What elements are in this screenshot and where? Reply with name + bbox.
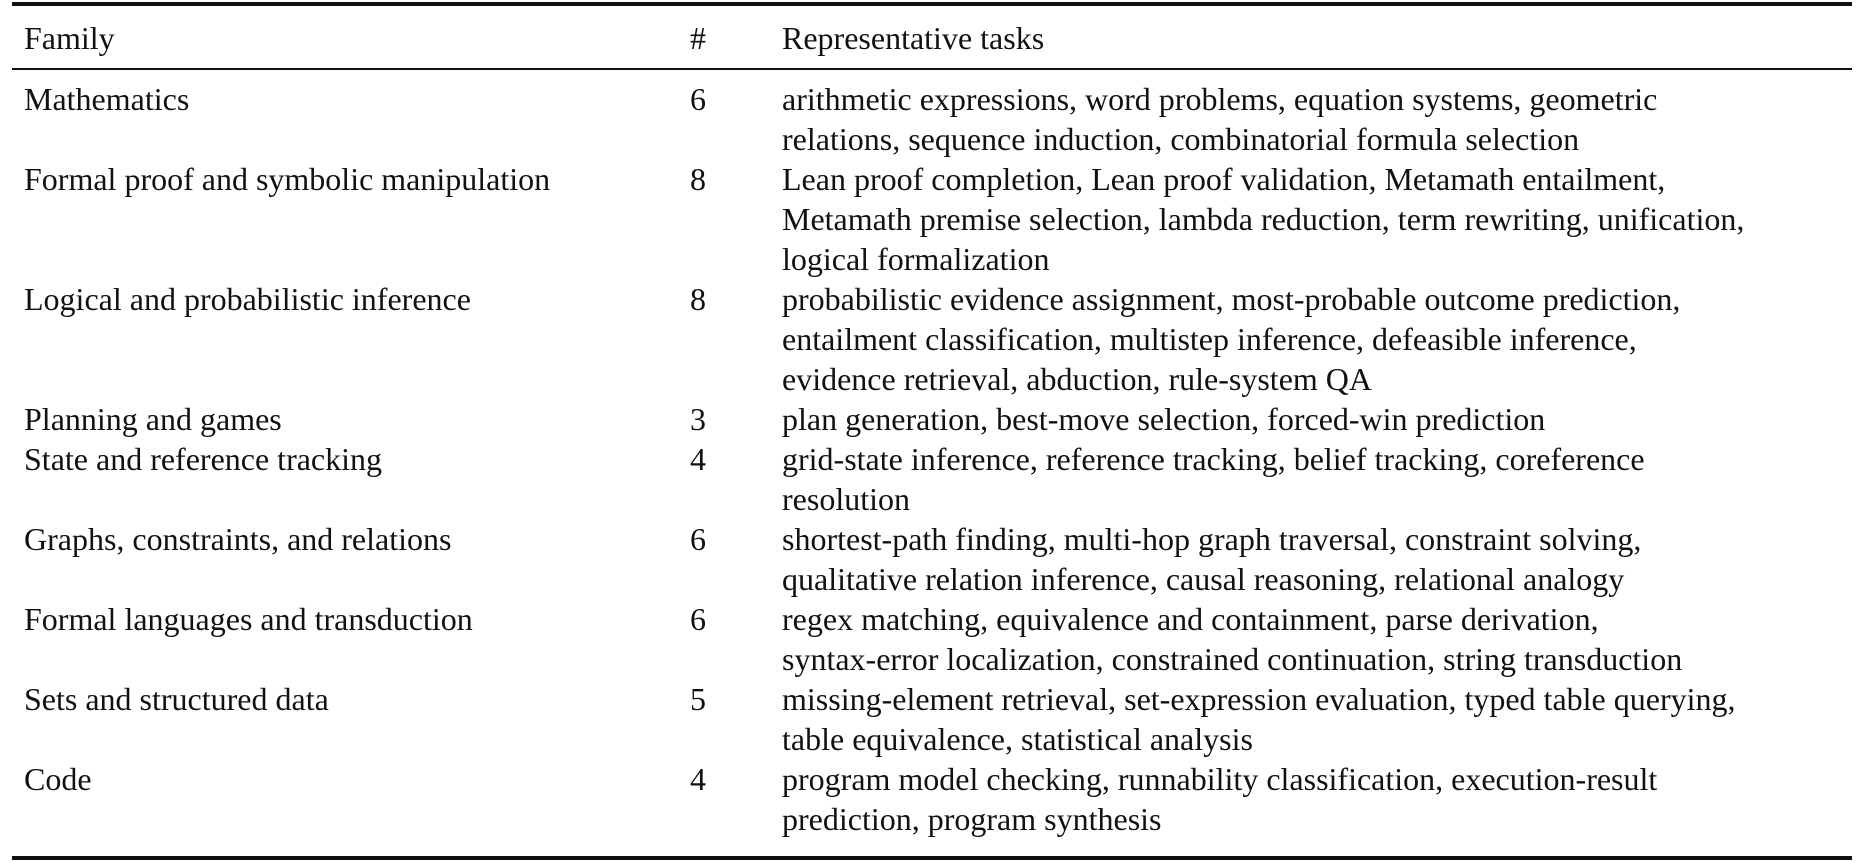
task-line: probabilistic evidence assignment, most-probable outcome prediction, (782, 281, 1681, 317)
row-tasks (782, 79, 1862, 159)
task-line: Lean proof completion, Lean proof validation, Metamath entailment, (782, 161, 1666, 197)
row-tasks (782, 599, 1862, 679)
row-count: 8 (690, 281, 706, 317)
row-family: Sets and structured data (24, 681, 329, 717)
row-count: 8 (690, 161, 706, 197)
table-top-rule (12, 2, 1852, 6)
row-family: Planning and games (24, 401, 282, 437)
row-count: 6 (690, 521, 706, 557)
task-line: arithmetic expressions, word problems, equation systems, geometric (782, 81, 1658, 117)
row-tasks (782, 159, 1862, 279)
row-count: 4 (690, 441, 706, 477)
table-header-rule (12, 68, 1852, 70)
row-count: 6 (690, 81, 706, 117)
task-line: grid-state inference, reference tracking, belief tracking, coreference (782, 441, 1645, 477)
row-family: Formal proof and symbolic manipulation (24, 161, 551, 197)
row-count: 3 (690, 401, 706, 437)
row-tasks (782, 399, 1862, 439)
row-family: State and reference tracking (24, 441, 383, 477)
task-line: resolution (782, 481, 910, 517)
task-line: missing-element retrieval, set-expression evaluation, typed table querying, (782, 681, 1736, 717)
task-line: plan generation, best-move selection, forced-win prediction (782, 401, 1546, 437)
task-line: evidence retrieval, abduction, rule-system QA (782, 361, 1372, 397)
row-family: Code (24, 761, 92, 797)
table-bottom-rule (12, 856, 1852, 860)
row-tasks (782, 759, 1862, 839)
header-tasks: Representative tasks (782, 20, 1045, 56)
row-tasks (782, 279, 1862, 399)
task-line: regex matching, equivalence and containment, parse derivation, (782, 601, 1599, 637)
row-tasks (782, 439, 1862, 519)
task-line: table equivalence, statistical analysis (782, 721, 1253, 757)
row-tasks (782, 519, 1862, 599)
row-family: Formal languages and transduction (24, 601, 473, 637)
header-family: Family (24, 20, 115, 56)
task-line: qualitative relation inference, causal reasoning, relational analogy (782, 561, 1625, 597)
task-line: syntax-error localization, constrained continuation, string transduction (782, 641, 1683, 677)
task-line: Metamath premise selection, lambda reduction, term rewriting, unification, (782, 201, 1745, 237)
task-line: prediction, program synthesis (782, 801, 1162, 837)
row-count: 5 (690, 681, 706, 717)
row-family: Graphs, constraints, and relations (24, 521, 452, 557)
header-count: # (690, 20, 706, 56)
task-line: entailment classification, multistep inference, defeasible inference, (782, 321, 1637, 357)
row-family: Logical and probabilistic inference (24, 281, 471, 317)
task-line: program model checking, runnability classification, execution-result (782, 761, 1658, 797)
row-family: Mathematics (24, 81, 190, 117)
row-count: 4 (690, 761, 706, 797)
row-tasks (782, 679, 1862, 759)
task-line: logical formalization (782, 241, 1050, 277)
task-line: shortest-path finding, multi-hop graph traversal, constraint solving, (782, 521, 1642, 557)
row-count: 6 (690, 601, 706, 637)
task-line: relations, sequence induction, combinatorial formula selection (782, 121, 1580, 157)
